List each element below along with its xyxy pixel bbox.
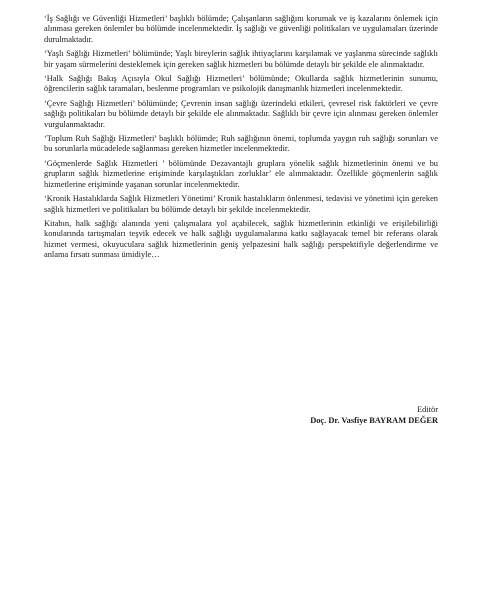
paragraph-occupational-health: ‘İş Sağlığı ve Güvenliği Hizmetleri’ başlıklı bölümde; Çalışanların sağlığını korumak ve iş kazalarını önlemek için alınması gereken önlemler bu bölümde incelenmektedir. İş sağlığı ve güvenliği politikaları ve uygulamaları üzerinde durulmaktadır. <box>44 14 438 44</box>
body-text <box>44 14 438 265</box>
paragraph-migrant-health: ‘Göçmenlerde Sağlık Hizmetleri ’ bölümünde Dezavantajlı gruplara yönelik sağlık hizmetlerinin önemi ve bu grupların sağlık hizmetlerine erişiminde karşılaştıkları zorluklar’ ele alınmaktadır. Özellikle göçmenlerin sağlık hizmetlerine erişiminde yaşanan sorunlar incelenmektedir. <box>44 158 438 189</box>
paragraph-chronic-disease: ‘Kronik Hastalıklarda Sağlık Hizmetleri Yönetimi’ Kronik hastalıkların önlenmesi, tedavisi ve yönetimi için gereken sağlık hizmetleri ve politikaları bu bölümde detaylı bir şekilde incelenmektedir. <box>44 194 438 214</box>
paragraph-closing: Kitabın, halk sağlığı alanında yeni çalışmalara yol açabilecek, sağlık hizmetlerinin etkinliği ve erişilebilirliği konularında tartışmaları teşvik edecek ve halk sağlığı uygulamalarına katkı sağlayacak temel bir referans olarak hizmet vermesi, okuyuculara sağlık hizmetlerinin geniş yelpazesini halk sağlığı perspektifiyle değerlendirme ve anlama fırsatı sunması ümidiyle… <box>44 218 438 260</box>
paragraph-mental-health: ‘Toplum Ruh Sağlığı Hizmetleri’ başlıklı bölümde; Ruh sağlığının önemi, toplumda yaygın ruh sağlığı sorunları ve bu sorunlarla mücadelede sağlanması gereken hizmetler incelenmektedir. <box>44 134 438 154</box>
editor-signature <box>310 404 438 426</box>
paragraph-elderly-health: ‘Yaşlı Sağlığı Hizmetleri’ bölümünde; Yaşlı bireylerin sağlık ihtiyaçlarını karşılamak ve yaşlanma sürecinde sağlıklı bir yaşam sürmelerini desteklemek için gereken sağlık hizmetleri bu bölümde detaylı bir şekilde ele alınmaktadır. <box>44 49 438 69</box>
paragraph-environmental-health: ‘Çevre Sağlığı Hizmetleri’ bölümünde; Çevrenin insan sağlığı üzerindeki etkileri, çevresel risk faktörleri ve çevre sağlığı politikaları bu bölümde detaylı bir şekilde ele alınmaktadır. Sağlıklı bir çevre için alınması gereken önlemler vurgulanmaktadır. <box>44 98 438 129</box>
editor-role: Editör <box>417 405 438 414</box>
editor-name: Doç. Dr. Vasfiye BAYRAM DEĞER <box>310 416 438 425</box>
paragraph-school-health: ‘Halk Sağlığı Bakış Açısıyla Okul Sağlığı Hizmetleri’ bölümünde; Okullarda sağlık hizmetlerinin sunumu, öğrencilerin sağlık taramaları, beslenme programları ve psikolojik danışmanlık hizmetleri incelenmektedir. <box>44 74 438 94</box>
